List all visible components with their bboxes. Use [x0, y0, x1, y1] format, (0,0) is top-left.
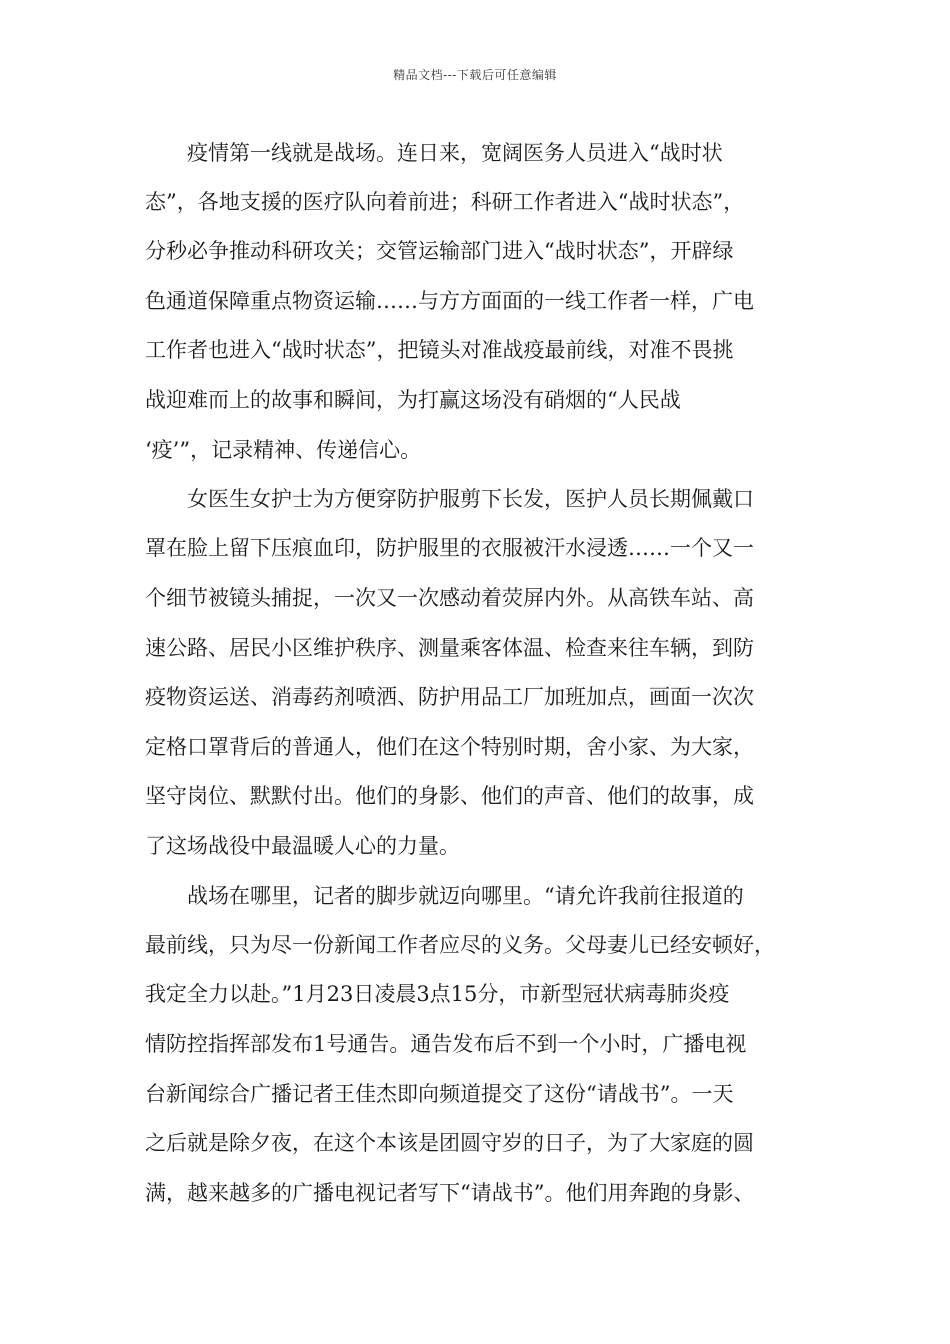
paragraph-line: 疫情第一线就是战场。连日来，宽阔医务人员进入“战时状 [145, 141, 723, 165]
paragraph-line: 战迎难而上的故事和瞬间，为打赢这场没有硝烟的“人民战 [145, 388, 681, 412]
paragraph-line: 工作者也进入“战时状态”，把镜头对准战疫最前线，对准不畏挑 [145, 338, 734, 362]
paragraph-line: 最前线，只为尽一份新闻工作者应尽的义务。父母妻儿已经安顿好， [145, 933, 775, 957]
page-header: 精品文档---下载后可任意编辑 [393, 68, 557, 82]
paragraph-line: 台新闻综合广播记者王佳杰即向频道提交了这份“请战书”。一天 [145, 1082, 734, 1106]
paragraph-line: 了这场战役中最温暖人心的力量。 [145, 834, 460, 858]
paragraph-line: 态”，各地支援的医疗队向着前进；科研工作者进入“战时状态”， [145, 190, 745, 214]
paragraph-line: 满，越来越多的广播电视记者写下“请战书”。他们用奔跑的身影、 [145, 1181, 755, 1205]
paragraph-line: 速公路、居民小区维护秩序、测量乘客体温、检查来往车辆，到防 [145, 636, 754, 660]
paragraph-line: 坚守岗位、默默付出。他们的身影、他们的声音、他们的故事，成 [145, 784, 754, 808]
paragraph-line: 我定全力以赴。”1月23日凌晨3点15分，市新型冠状病毒肺炎疫 [145, 982, 730, 1006]
paragraph-line: 之后就是除夕夜，在这个本该是团圆守岁的日子，为了大家庭的圆 [145, 1131, 754, 1155]
paragraph-line: 疫物资运送、消毒药剂喷洒、防护用品工厂加班加点，画面一次次 [145, 685, 754, 709]
paragraph-line: 个细节被镜头捕捉，一次又一次感动着荧屏内外。从高铁车站、高 [145, 586, 754, 610]
paragraph-line: 情防控指挥部发布1号通告。通告发布后不到一个小时，广播电视 [145, 1032, 747, 1056]
paragraph-line: 色通道保障重点物资运输……与方方面面的一线工作者一样，广电 [145, 289, 754, 313]
paragraph-line: 女医生女护士为方便穿防护服剪下长发，医护人员长期佩戴口 [145, 487, 754, 511]
paragraph-line: ‘疫’”，记录精神、传递信心。 [145, 438, 422, 462]
paragraph-line: 分秒必争推动科研攻关；交管运输部门进入“战时状态”，开辟绿 [145, 239, 734, 263]
paragraph-line: 战场在哪里，记者的脚步就迈向哪里。“请允许我前往报道的 [145, 884, 744, 908]
paragraph-line: 罩在脸上留下压痕血印，防护服里的衣服被汗水浸透……一个又一 [145, 536, 754, 560]
paragraph-line: 定格口罩背后的普通人，他们在这个特别时期，舍小家、为大家， [145, 735, 754, 759]
